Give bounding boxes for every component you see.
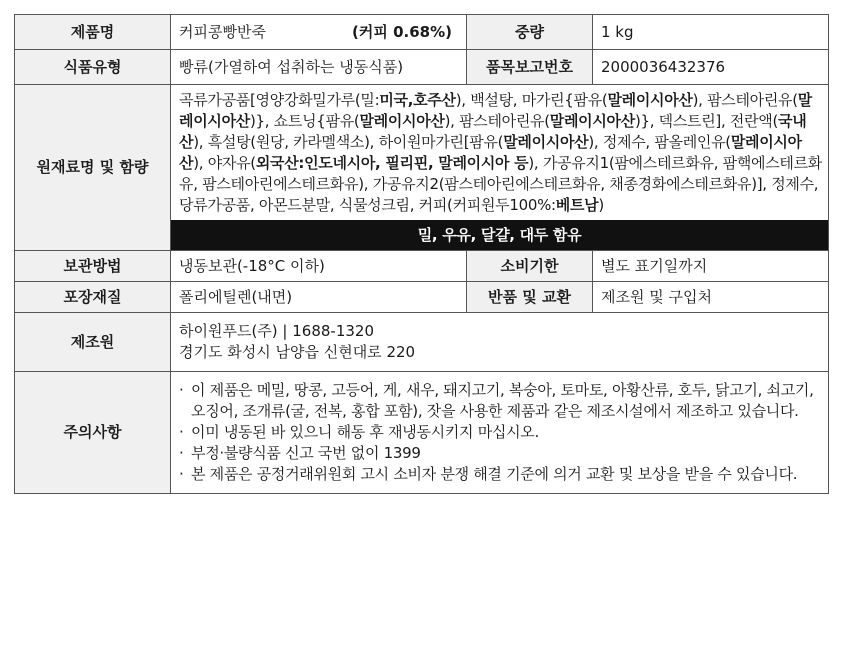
packaging-label: 포장재질 xyxy=(15,282,171,313)
ingredient-origin-bold: 말레이시아산 xyxy=(503,133,589,151)
row-manufacturer xyxy=(15,313,829,372)
row-packaging xyxy=(15,282,829,313)
allergen-notice: 밀, 우유, 달걀, 대두 함유 xyxy=(171,220,828,250)
caution-item xyxy=(179,422,822,443)
manufacturer-label: 제조원 xyxy=(15,313,171,372)
caution-item xyxy=(179,443,822,464)
row-product-name xyxy=(15,15,829,50)
storage-label: 보관방법 xyxy=(15,251,171,282)
ingredient-origin-bold: 말레이시아산 xyxy=(549,112,635,130)
returns-label: 반품 및 교환 xyxy=(467,282,593,313)
ingredient-text-segment: ), 야자유( xyxy=(193,154,256,172)
cautions-list xyxy=(179,380,822,485)
product-name-label: 제품명 xyxy=(15,15,171,50)
ingredient-origin-bold: 말레이시아산 xyxy=(359,112,445,130)
expiry-value: 별도 표기일까지 xyxy=(593,251,829,282)
ingredient-text-segment: 곡류가공품[영양강화밀가루(밀: xyxy=(179,91,380,109)
packaging-value: 폴리에틸렌(내면) xyxy=(171,282,467,313)
weight-label: 중량 xyxy=(467,15,593,50)
ingredient-text-segment: ), 정제수, 팜올레인유( xyxy=(588,133,731,151)
ingredients-text xyxy=(179,90,822,216)
caution-text: 이 제품은 메밀, 땅콩, 고등어, 게, 새우, 돼지고기, 복숭아, 토마토, 아황산류, 호두, 닭고기, 쇠고기, 오징어, 조개류(굴, 전복, 홍합 포함), 잣을 사용한 제품과 같은 제조시설에서 제조하고 있습니다. xyxy=(191,381,814,420)
returns-value: 제조원 및 구입처 xyxy=(593,282,829,313)
ingredient-origin-bold: 베트남 xyxy=(555,196,599,214)
ingredient-origin-bold: 국내산 xyxy=(179,112,807,151)
ingredient-origin-bold: 말레이시아산 xyxy=(179,91,812,130)
ingredient-text-segment: ), 팜스테아린유( xyxy=(692,91,798,109)
ingredient-text-segment: ), 팜스테아린유( xyxy=(444,112,550,130)
row-ingredients xyxy=(15,85,829,251)
ingredient-text-segment: ), 백설탕, 마가린{팜유( xyxy=(455,91,608,109)
food-type-value: 빵류(가열하여 섭취하는 냉동식품) xyxy=(171,50,467,85)
storage-value: 냉동보관(-18°C 이하) xyxy=(171,251,467,282)
caution-item xyxy=(179,464,822,485)
caution-text: 본 제품은 공정거래위원회 고시 소비자 분쟁 해결 기준에 의거 교환 및 보상을 받을 수 있습니다. xyxy=(191,465,798,483)
bullet-icon: · xyxy=(179,423,184,441)
manufacturer-name-phone: 하이원푸드(주) | 1688-1320 xyxy=(179,322,374,340)
report-no-value: 2000036432376 xyxy=(593,50,829,85)
food-type-label: 식품유형 xyxy=(15,50,171,85)
product-name-text: 커피콩빵반죽 xyxy=(179,22,266,41)
ingredients-cell xyxy=(171,85,829,251)
product-name-value xyxy=(171,15,467,50)
coffee-percentage: (커피 0.68%) xyxy=(352,22,452,41)
weight-value: 1 kg xyxy=(593,15,829,50)
caution-text: 이미 냉동된 바 있으니 해동 후 재냉동시키지 마십시오. xyxy=(191,423,539,441)
row-food-type xyxy=(15,50,829,85)
ingredient-text-segment: ), 흑설탕(원당, 카라멜색소), 하이원마가린[팜유( xyxy=(193,133,504,151)
ingredient-text-segment: ), 가공유지1(팜에스테르화유, 팜핵에스테르화유, 팜스테아린에스테르화유), 가공유지2(팜스테아린에스테르화유, 채종경화에스테르화유)], 정제수, 당류가공품, 아몬드분말, 식물성크림, 커피(커피원두100%: xyxy=(179,154,822,214)
ingredient-text-segment: )}, 쇼트닝{팜유( xyxy=(249,112,360,130)
ingredient-origin-bold: 말레이시아산 xyxy=(607,91,693,109)
manufacturer-value xyxy=(171,313,829,372)
row-cautions xyxy=(15,372,829,494)
ingredient-origin-bold: 외국산:인도네시아, 필리핀, 말레이시아 등 xyxy=(255,154,529,172)
manufacturer-address: 경기도 화성시 남양읍 신현대로 220 xyxy=(179,343,416,361)
ingredients-label: 원재료명 및 함량 xyxy=(15,85,171,251)
ingredient-origin-bold: 말레이시아산 xyxy=(179,133,802,172)
bullet-icon: · xyxy=(179,381,184,399)
bullet-icon: · xyxy=(179,465,184,483)
ingredient-origin-bold: 미국,호주산 xyxy=(379,91,456,109)
caution-item xyxy=(179,380,822,422)
bullet-icon: · xyxy=(179,444,184,462)
product-info-table xyxy=(14,14,829,494)
caution-text: 부정·불량식품 신고 국번 없이 1399 xyxy=(191,444,421,462)
expiry-label: 소비기한 xyxy=(467,251,593,282)
ingredient-text-segment: ) xyxy=(598,196,604,214)
cautions-cell xyxy=(171,372,829,494)
cautions-label: 주의사항 xyxy=(15,372,171,494)
row-storage xyxy=(15,251,829,282)
ingredient-text-segment: )}, 덱스트린], 전란액( xyxy=(634,112,779,130)
report-no-label: 품목보고번호 xyxy=(467,50,593,85)
product-label xyxy=(14,14,828,494)
